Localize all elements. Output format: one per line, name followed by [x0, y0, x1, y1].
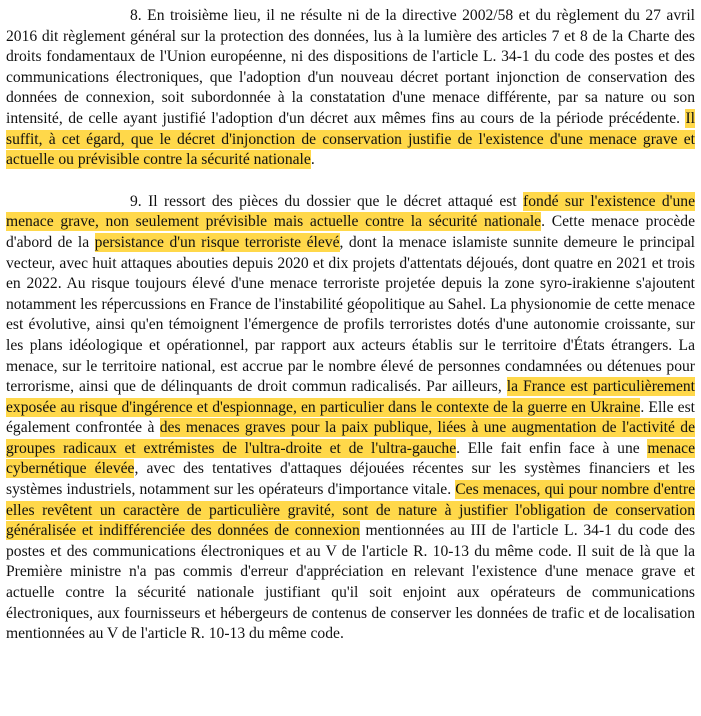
text-segment: . Cette menace procède d'abord de la	[6, 213, 695, 251]
text-segment: . Elle fait enfin face à une	[456, 439, 648, 457]
text-segment: , dont la menace islamiste sunnite demeure le principal vecteur, avec huit attaques abouties depuis 2020 et dix projets d'attentats déjoués, dont quatre en 2021 et trois en 2022. Au risque toujours élevé d'une menace terroriste projetée depuis la zone syro-irakienne s'ajoutent notamment les répercussions en France de l'instabilité géopolitique au Sahel. La physionomie de cette menace est évolutive, ainsi qu'en témoignent l'émergence de profils terroristes dotés d'une autonomie croissante, sur les plans idéologique et opérationnel, par rapport aux acteurs établis sur le territoire d'États étrangers. La menace, sur le territoire national, est accrue par le nombre élevé de personnes condamnées ou détenues pour terrorisme, ainsi que de délinquants de droit commun radicalisés. Par ailleurs,	[6, 233, 696, 396]
paragraph-9	[6, 192, 695, 645]
highlighted-passage: des menaces graves pour la paix publique, liées à une augmentation de l'activité de groupes radicaux et extrémistes de l'ultra-droite et de l'ultra-gauche	[6, 419, 696, 457]
highlighted-passage: Ces menaces, qui pour nombre d'entre elles revêtent un caractère de particulière gravité, sont de nature à justifier l'obligation de conservation généralisée et indifférenciée des données de connexion	[6, 481, 695, 540]
text-segment: . Elle est également confrontée à	[6, 398, 695, 437]
text-segment: mentionnées au III de l'article L. 34-1 du code des postes et des communications électroniques et au V de l'article R. 10-13 du même code. Il suit de là que la Première ministre n'a pas commis d'erreur d'appréciation en relevant l'existence d'une menace grave et actuelle contre la sécurité nationale justifiant qu'il soit enjoint aux opérateurs de communications électroniques, aux fournisseurs et hébergeurs de contenus de conserver les données de trafic et de localisation mentionnées au V de l'article R. 10-13 du même code.	[6, 522, 696, 643]
highlighted-passage: Il suffit, à cet égard, que le décret d'injonction de conservation justifie de l'existence d'une menace grave et actuelle ou prévisible contre la sécurité nationale	[6, 109, 695, 169]
text-segment: 9. Il ressort des pièces du dossier que le décret attaqué est	[130, 192, 524, 210]
text-segment: .	[310, 151, 315, 169]
paragraph-8	[6, 6, 695, 171]
highlighted-passage: fondé sur l'existence d'une menace grave, non seulement prévisible mais actuelle contre la sécurité nationale	[6, 192, 695, 231]
highlighted-passage: menace cybernétique élevée	[6, 439, 696, 478]
text-segment: , avec des tentatives d'attaques déjouées récentes sur les systèmes financiers et les systèmes industriels, notamment sur les opérateurs d'importance vitale.	[6, 460, 695, 499]
text-segment: 8. En troisième lieu, il ne résulte ni de la directive 2002/58 et du règlement du 27 avril 2016 dit règlement général sur la protection des données, lus à la lumière des articles 7 et 8 de la Charte des droits fondamentaux de l'Union européenne, ni des dispositions de l'article L. 34-1 du code des postes et des communications électroniques, que l'adoption d'un nouveau décret portant injonction de conservation des données de connexion, soit subordonnée à la constatation d'une menace différente, par sa nature ou son intensité, de celle ayant justifié l'adoption d'un décret aux mêmes fins au cours de la période précédente.	[6, 7, 695, 127]
highlighted-passage: la France est particulièrement exposée au risque d'ingérence et d'espionnage, en particulier dans le contexte de la guerre en Ukraine	[6, 378, 695, 416]
highlighted-passage: persistance d'un risque terroriste élevé	[94, 233, 340, 251]
